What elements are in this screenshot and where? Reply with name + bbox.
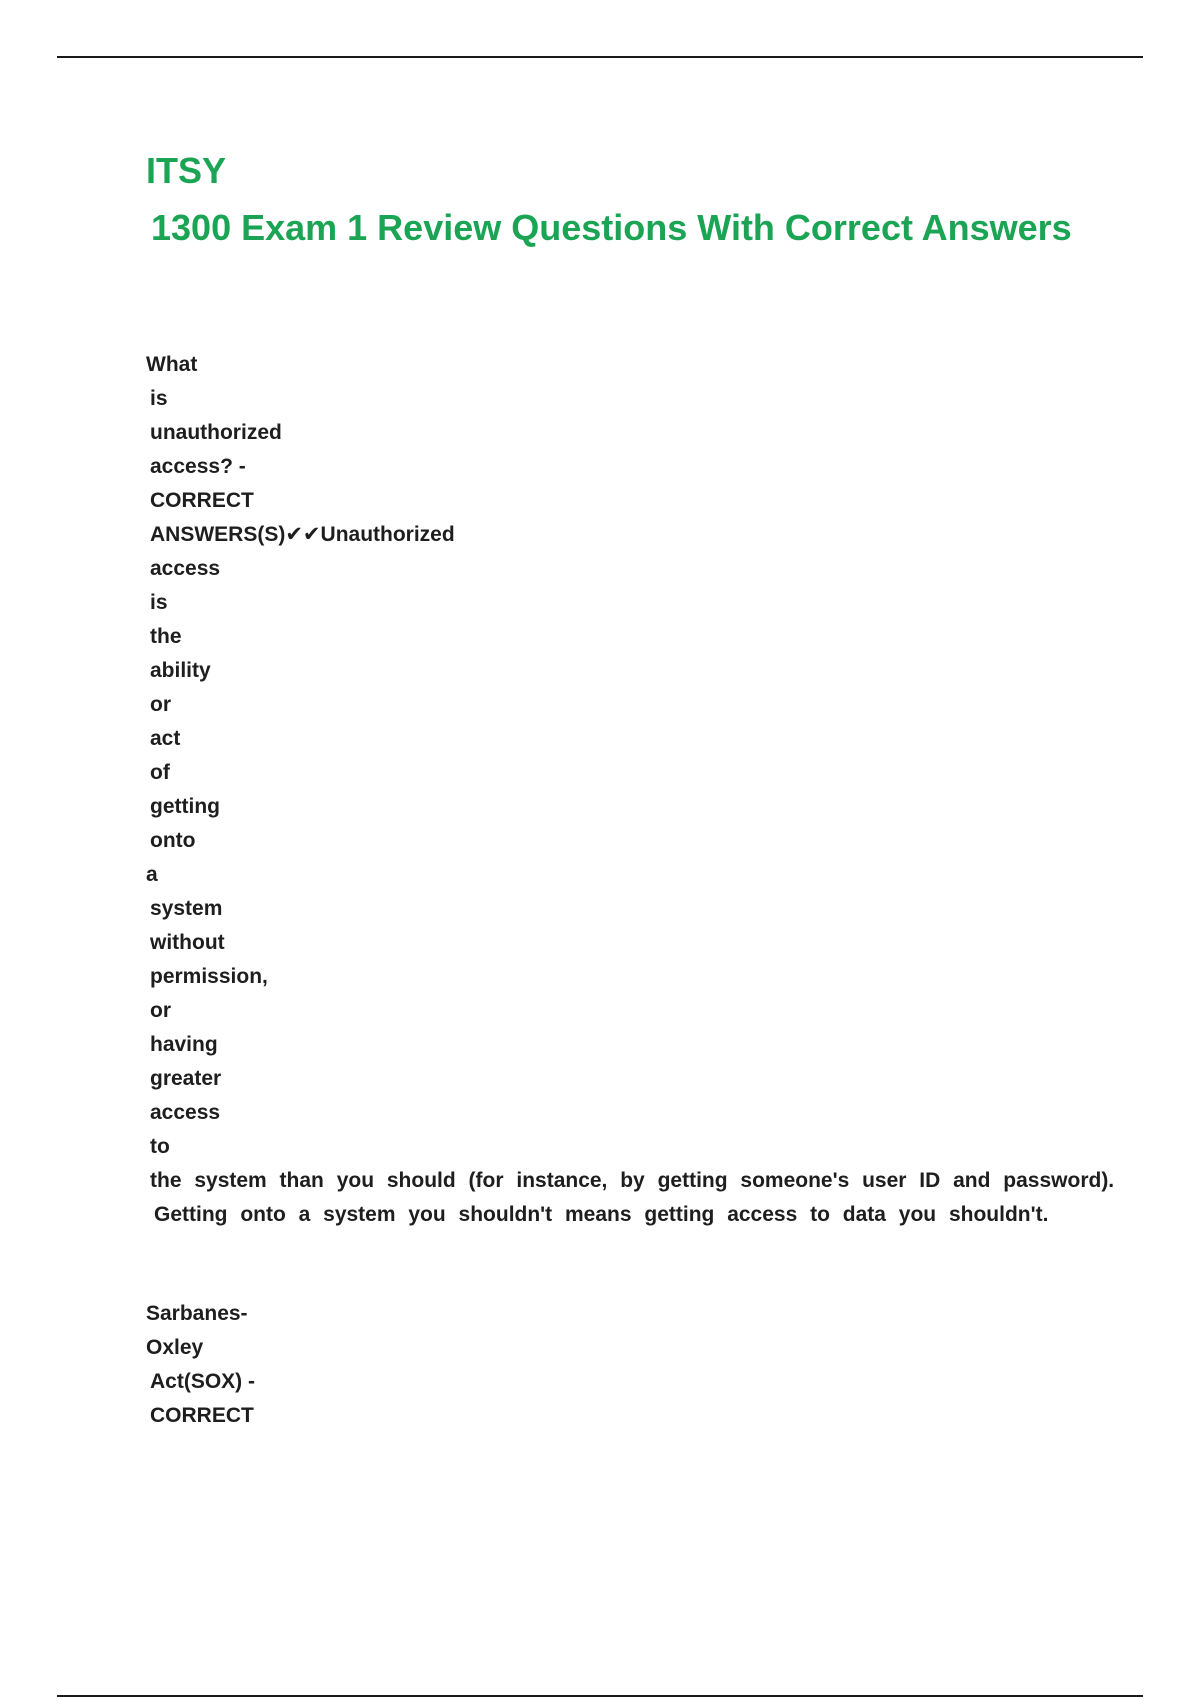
qa1-word: the [150, 625, 182, 648]
qa1-word: access [150, 557, 221, 580]
qa1-word: of [150, 761, 170, 784]
qa1-word: to [150, 1135, 170, 1158]
qa1-word: permission, [150, 965, 268, 988]
qa1-word: a [146, 863, 158, 886]
qa1-word: having [150, 1033, 218, 1056]
qa1-word: CORRECT [150, 489, 254, 512]
top-rule [57, 56, 1143, 58]
bottom-rule [57, 1695, 1143, 1697]
document-title-line-1: ITSY [146, 150, 227, 191]
qa1-answer-line: Getting onto a system you shouldn't means getting access to data you shouldn't. [154, 1203, 1049, 1226]
qa1-answer-line: the system than you should (for instance, by getting someone's user ID and password). [150, 1169, 1115, 1192]
qa1-word: unauthorized [150, 421, 282, 444]
qa1-word: getting [150, 795, 220, 818]
qa1-word: ability [150, 659, 211, 682]
qa1-word: access [150, 1101, 221, 1124]
qa1-word: or [150, 999, 171, 1022]
qa1-word: is [150, 387, 168, 410]
qa1-word: greater [150, 1067, 222, 1090]
qa1-word: or [150, 693, 171, 716]
question-answer-block-1 [146, 348, 1114, 1232]
qa1-word: is [150, 591, 168, 614]
qa2-word: Oxley [146, 1336, 204, 1359]
question-answer-block-2 [146, 1297, 255, 1433]
qa1-word: onto [150, 829, 196, 852]
qa1-word: ANSWERS(S)✔✔Unauthorized [150, 523, 455, 546]
qa2-word: Act(SOX) - [150, 1370, 255, 1393]
qa1-word: access? - [150, 455, 246, 478]
qa2-word: CORRECT [150, 1404, 254, 1427]
qa2-word: Sarbanes- [146, 1302, 248, 1325]
qa1-word: system [150, 897, 223, 920]
qa1-word: without [150, 931, 225, 954]
qa1-word: What [146, 353, 198, 376]
qa1-word: act [150, 727, 181, 750]
document-title-line-2: 1300 Exam 1 Review Questions With Correct Answers [151, 207, 1072, 248]
